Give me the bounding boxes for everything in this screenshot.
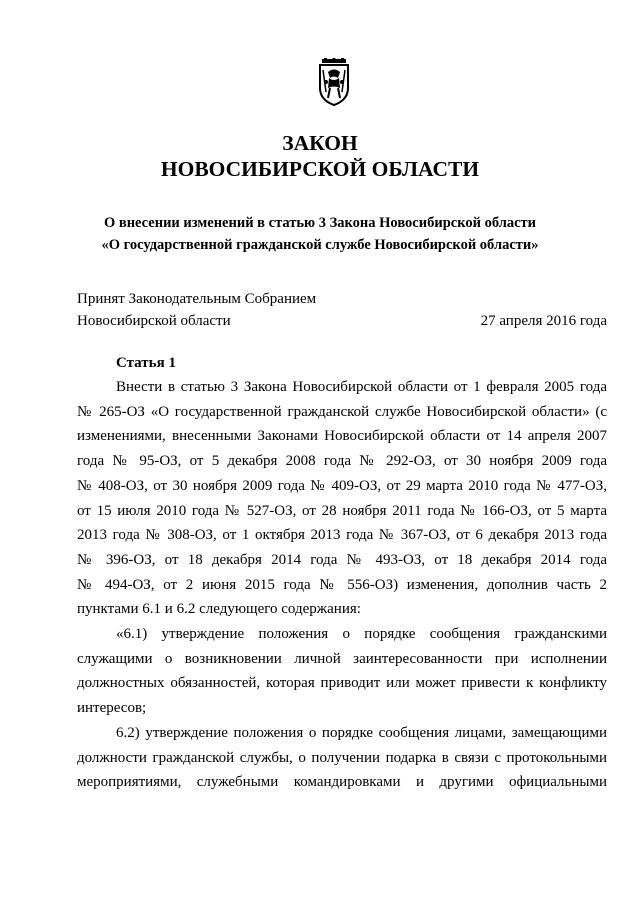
text-line: от 15 июля 2010 года № 527-ОЗ, от 28 ноября 2011 года № 166-ОЗ, от 5 марта [77, 502, 607, 519]
adoption-line1: Принят Законодательным Собранием [77, 291, 317, 307]
text-line: № 265-ОЗ «О государственной гражданской службе Новосибирской области» (с [77, 403, 607, 420]
text-line: Внести в статью 3 Закона Новосибирской области от 1 февраля 2005 года [116, 379, 607, 395]
text-line: должностных обязанностей, которая приводит или может привести к конфликту [77, 675, 607, 692]
text-line: 2013 года № 308-ОЗ, от 1 октября 2013 года № 367-ОЗ, от 6 декабря 2013 года [77, 527, 607, 544]
subtitle-line1: О внесении изменений в статью 3 Закона Новосибирской области [103, 215, 537, 231]
text-line: № 408-ОЗ, от 30 ноября 2009 года № 409-ОЗ, от 29 марта 2010 года № 477-ОЗ, [77, 477, 607, 494]
text-line: года № 95-ОЗ, от 5 декабря 2008 года № 292-ОЗ, от 30 ноября 2009 года [77, 453, 607, 470]
adoption-date: 27 апреля 2016 года [480, 313, 607, 329]
text-line: № 494-ОЗ, от 2 июня 2015 года № 556-ОЗ) изменения, дополнив часть 2 [77, 576, 607, 593]
subtitle-line2: «О государственной гражданской службе Новосибирской области» [101, 237, 539, 253]
adoption-line2: Новосибирской области [77, 313, 231, 329]
text-line: служащими о возникновении личной заинтересованности при исполнении [77, 650, 607, 667]
text-line: пунктами 6.1 и 6.2 следующего содержания: [77, 601, 361, 618]
article-title: Статья 1 [116, 355, 176, 371]
document-title-line1: ЗАКОН [282, 131, 358, 155]
text-line: «6.1) утверждение положения о порядке сообщения гражданскими [116, 626, 607, 643]
text-line: интересов; [77, 700, 147, 717]
document-title-line2: НОВОСИБИРСКОЙ ОБЛАСТИ [160, 157, 480, 181]
text-line: № 396-ОЗ, от 18 декабря 2014 года № 493-ОЗ, от 18 декабря 2014 года [77, 551, 607, 568]
text-line: 6.2) утверждение положения о порядке сообщения лицами, замещающими [116, 724, 607, 741]
article-body [77, 375, 607, 795]
text-line: изменениями, внесенными Законами Новосибирской области от 14 апреля 2007 [77, 428, 607, 445]
text-line: должности гражданской службы, о получении подарка в связи с протокольными [77, 749, 607, 766]
article-paragraph-2 [77, 622, 607, 721]
adoption-info [77, 288, 316, 332]
article-paragraph-3 [77, 721, 607, 795]
article-paragraph-1 [77, 375, 607, 622]
novosibirsk-coat-of-arms-icon [316, 58, 352, 106]
document-subtitle [0, 212, 640, 256]
text-line: мероприятиями, служебными командировками и другими официальными [77, 774, 607, 791]
